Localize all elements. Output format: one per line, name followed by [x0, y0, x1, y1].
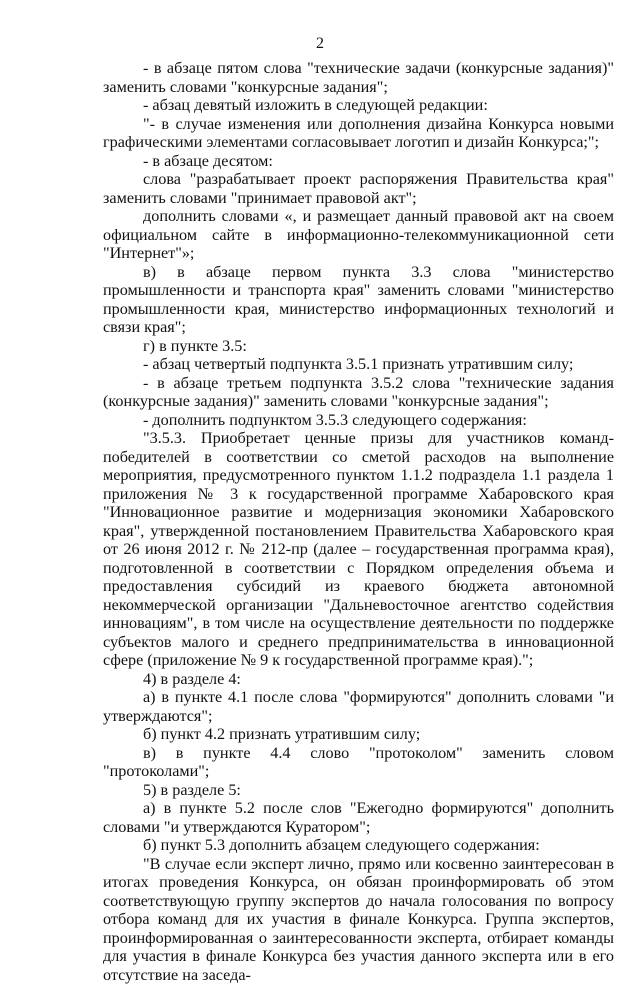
paragraph: дополнить словами «, и размещает данный правовой акт на своем официальном сайте в информационно-телекоммуникационной сети "Интернет"»; [103, 207, 614, 263]
paragraph: а) в пункте 4.1 после слова "формируются" дополнить словами "и утверждаются"; [103, 688, 614, 725]
paragraph: - дополнить подпунктом 3.5.3 следующего содержания: [103, 411, 614, 430]
paragraph: б) пункт 4.2 признать утратившим силу; [103, 725, 614, 744]
paragraph: 5) в разделе 5: [103, 781, 614, 800]
paragraph: в) в абзаце первом пункта 3.3 слова "министерство промышленности и транспорта края" заменить словами "министерство промышленности края, министерство информационных технологий и связи края"; [103, 263, 614, 337]
paragraph: а) в пункте 5.2 после слов "Ежегодно формируются" дополнить словами "и утверждаются Куратором"; [103, 799, 614, 836]
document-body [103, 59, 614, 984]
paragraph: - в абзаце третьем подпункта 3.5.2 слова "технические задания (конкурсные задания)" заменить словами "конкурсные задания"; [103, 374, 614, 411]
paragraph: "3.5.3. Приобретает ценные призы для участников команд-победителей в соответствии со сметой расходов на выполнение мероприятия, предусмотренного пунктом 1.1.2 подраздела 1.1 раздела 1 приложения № 3 к государственной программе Хабаровского края "Инновационное развитие и модернизация экономики Хабаровского края", утвержденной постановлением Правительства Хабаровского края от 26 июня 2012 г. № 212-пр (далее – государственная программа края), подготовленной в соответствии с Порядком определения объема и предоставления субсидий из краевого бюджета автономной некоммерческой организации "Дальневосточное агентство содействия инновациям", в том числе на осуществление деятельности по поддержке субъектов малого и среднего предпринимательства в инновационной сфере (приложение № 9 к государственной программе края)."; [103, 429, 614, 670]
paragraph: - абзац четвертый подпункта 3.5.1 признать утратившим силу; [103, 355, 614, 374]
paragraph: слова "разрабатывает проект распоряжения Правительства края" заменить словами "принимает правовой акт"; [103, 170, 614, 207]
paragraph: г) в пункте 3.5: [103, 337, 614, 356]
paragraph: б) пункт 5.3 дополнить абзацем следующего содержания: [103, 836, 614, 855]
paragraph: 4) в разделе 4: [103, 670, 614, 689]
page-number: 2 [0, 35, 640, 53]
paragraph: - абзац девятый изложить в следующей редакции: [103, 96, 614, 115]
paragraph: - в абзаце десятом: [103, 152, 614, 171]
paragraph: "В случае если эксперт лично, прямо или косвенно заинтересован в итогах проведения Конкурса, он обязан проинформировать об этом соответствующую группу экспертов до начала голосования по вопросу отбора команд для их участия в финале Конкурса. Группа экспертов, проинформированная о заинтересованности эксперта, отбирает команды для участия в финале Конкурса без участия данного эксперта или в его отсутствие на заседа- [103, 855, 614, 984]
paragraph: в) в пункте 4.4 слово "протоколом" заменить словом "протоколами"; [103, 744, 614, 781]
paragraph: "- в случае изменения или дополнения дизайна Конкурса новыми графическими элементами согласовывает логотип и дизайн Конкурса;"; [103, 115, 614, 152]
paragraph: - в абзаце пятом слова "технические задачи (конкурсные задания)" заменить словами "конкурсные задания"; [103, 59, 614, 96]
